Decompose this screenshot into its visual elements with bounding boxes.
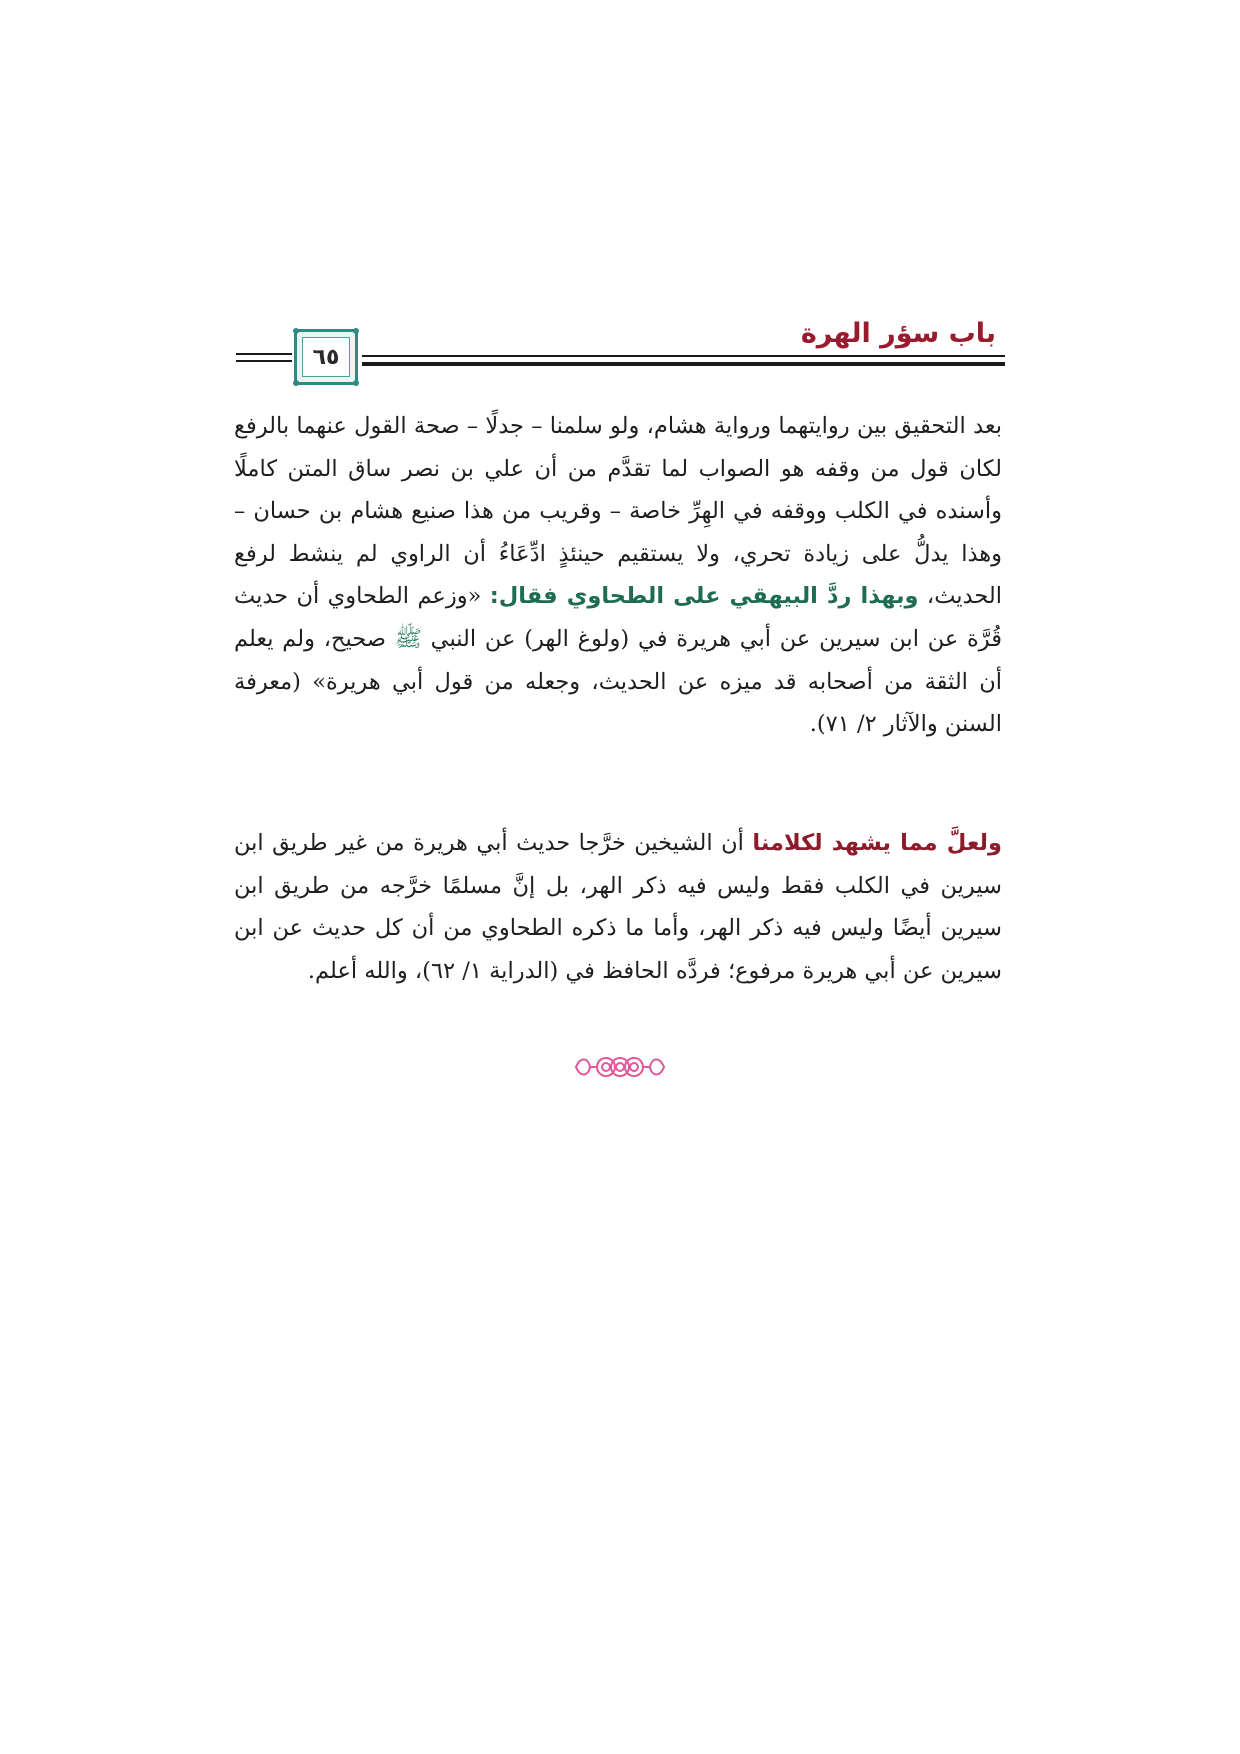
- header-rule-left-top: [236, 353, 292, 355]
- ornamental-frame-icon: [293, 328, 299, 334]
- paragraph-2-highlight: ولعلَّ مما يشهد لكلامنا: [752, 830, 1002, 856]
- paragraph-1-text-middle: «وزعم الطحاوي أن حديث قُرَّة عن ابن سيرين عن أبي هريرة في (ولوغ الهر) عن النبي: [234, 583, 1002, 652]
- header-rule-main-bottom: [362, 362, 1005, 366]
- page-number: ٦٥: [312, 344, 340, 370]
- header-rule-main-top: [362, 355, 1005, 357]
- ornamental-frame-icon: [353, 380, 359, 386]
- honorific-glyph: ﷺ: [394, 625, 422, 652]
- body-paragraph-2: [234, 822, 1002, 992]
- body-paragraph-1: [234, 405, 1002, 746]
- floral-separator-icon: [570, 1052, 670, 1082]
- ornamental-frame-icon: [353, 328, 359, 334]
- chapter-title: باب سؤر الهرة: [800, 318, 996, 349]
- paragraph-1-text-after: صحيح، ولم يعلم أن الثقة من أصحابه قد ميزه عن الحديث، وجعله من قول أبي هريرة» (معرفة السنن والآثار ٢/ ٧١).: [234, 625, 1002, 738]
- paragraph-1-text-before: بعد التحقيق بين روايتهما ورواية هشام، ولو سلمنا – جدلًا – صحة القول عنهما بالرفع لكان قول من وقفه هو الصواب لما تقدَّم من أن علي بن نصر ساق المتن كاملًا وأسنده في الكلب ووقفه في الهِرِّ خاصة – وقريب من هذا صنيع هشام بن حسان – وهذا يدلُّ على زيادة تحري، ولا يستقيم حينئذٍ ادِّعَاءُ أن الراوي لم ينشط لرفع الحديث،: [234, 413, 1002, 610]
- page-number-badge: [294, 329, 358, 385]
- page-number-frame: [302, 337, 350, 377]
- ornamental-frame-icon: [293, 380, 299, 386]
- paragraph-2-text: أن الشيخين خرَّجا حديث أبي هريرة من غير طريق ابن سيرين في الكلب فقط وليس فيه ذكر الهر، بل إنَّ مسلمًا خرَّجه من طريق ابن سيرين أيضًا وليس فيه ذكر الهر، وأما ما ذكره الطحاوي من أن كل حديث عن ابن سيرين عن أبي هريرة مرفوع؛ فردَّه الحافظ في (الدراية ١/ ٦٢)، والله أعلم.: [234, 830, 1002, 984]
- paragraph-1-highlight: وبهذا ردَّ البيهقي على الطحاوي فقال:: [489, 583, 919, 610]
- header-rule-left-bottom: [236, 360, 292, 362]
